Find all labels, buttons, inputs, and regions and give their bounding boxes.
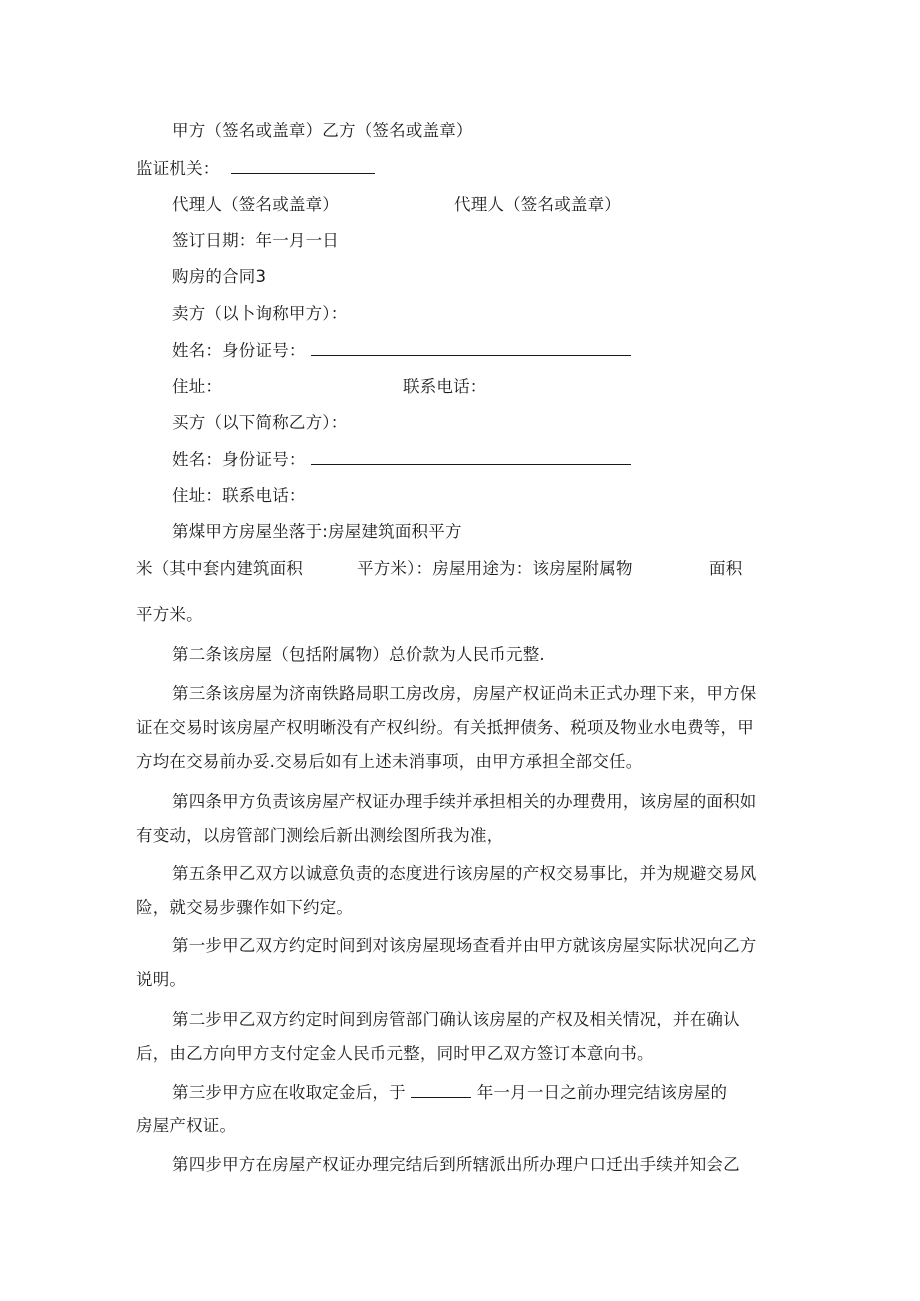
seller-heading: 卖方（以卜询称甲方）： <box>172 304 348 323</box>
clause-3-line-3: 方均在交易前办妥.交易后如有上述未消事项，由甲方承担全部交任。 <box>136 752 643 771</box>
step-2-line-2: 后，由乙方向甲方支付定金人民币元整，同时甲乙双方签订本意向书。 <box>136 1044 654 1063</box>
signature-party-line: 甲方（签名或盖章）乙方（签名或盖章） <box>172 121 473 140</box>
authority-blank <box>231 158 375 174</box>
seller-address: 住址： <box>172 377 223 396</box>
buyer-address-phone: 住址：联系电话： <box>172 486 306 505</box>
clause-5-line-2: 险，就交易步骤作如下约定。 <box>136 898 354 917</box>
clause-1-line-1: 第煤甲方房屋坐落于:房屋建筑面积平方 <box>172 522 462 541</box>
step-3-text-b: 年一月一日之前办理完结该房屋的 <box>476 1083 728 1102</box>
clause-3-line-1: 第三条该房屋为济南铁路局职工房改房，房屋产权证尚未正式办理下来，甲方保 <box>172 684 757 703</box>
clause-4-line-2: 有变动，以房管部门测绘后新出测绘图所我为准， <box>136 826 504 845</box>
clause-1-line-3: 平方米。 <box>136 605 203 624</box>
seller-name-id-line <box>172 340 631 361</box>
authority-line <box>136 158 375 179</box>
buyer-heading: 买方（以下简称乙方）： <box>172 413 348 432</box>
seller-name-id-label: 姓名：身份证号： <box>172 341 306 360</box>
clause-5-line-1: 第五条甲乙双方以诚意负责的态度进行该房屋的产权交易事比，并为规避交易风 <box>172 864 757 883</box>
clause-1-line-2a: 米（其中套内建筑面积 <box>136 559 303 578</box>
clause-4-line-1: 第四条甲方负责该房屋产权证办理手续并承担相关的办理费用，该房屋的面积如 <box>172 792 757 811</box>
agent-b-signature: 代理人（签名或盖章） <box>454 195 621 214</box>
step-3-year-blank <box>411 1082 471 1098</box>
step-1-line-1: 第一步甲乙双方约定时间到对该房屋现场查看并由甲方就该房屋实际状况向乙方 <box>172 936 757 955</box>
step-3-text-a: 第三步甲方应在收取定金后，于 <box>172 1083 406 1102</box>
buyer-name-id-line <box>172 449 631 470</box>
step-1-line-2: 说明。 <box>136 970 187 989</box>
step-2-line-1: 第二步甲乙双方约定时间到房管部门确认该房屋的产权及相关情况，并在确认 <box>172 1010 740 1029</box>
step-3-line-2: 房屋产权证。 <box>136 1116 237 1135</box>
seller-id-blank <box>311 340 631 356</box>
buyer-name-id-label: 姓名：身份证号： <box>172 450 306 469</box>
contract-title: 购房的合同3 <box>172 267 267 286</box>
clause-2: 第二条该房屋（包括附属物）总价款为人民币元整. <box>172 645 545 664</box>
clause-1-line-2b: 平方米）：房屋用途为：该房屋附属物 <box>357 559 633 578</box>
clause-1-line-2c: 面积 <box>709 559 743 578</box>
agent-a-signature: 代理人（签名或盖章） <box>172 195 339 214</box>
clause-3-line-2: 证在交易时该房屋产权明晰没有产权纠纷。有关抵押债务、税项及物业水电费等，甲 <box>136 718 754 737</box>
step-3-line-1 <box>172 1082 727 1103</box>
step-4-line-1: 第四步甲方在房屋产权证办理完结后到所辖派出所办理户口迁出手续并知会乙 <box>172 1155 740 1174</box>
authority-label: 监证机关： <box>136 159 220 178</box>
signing-date: 签订日期：年一月一日 <box>172 231 339 250</box>
seller-phone: 联系电话： <box>403 377 487 396</box>
buyer-id-blank <box>311 449 631 465</box>
